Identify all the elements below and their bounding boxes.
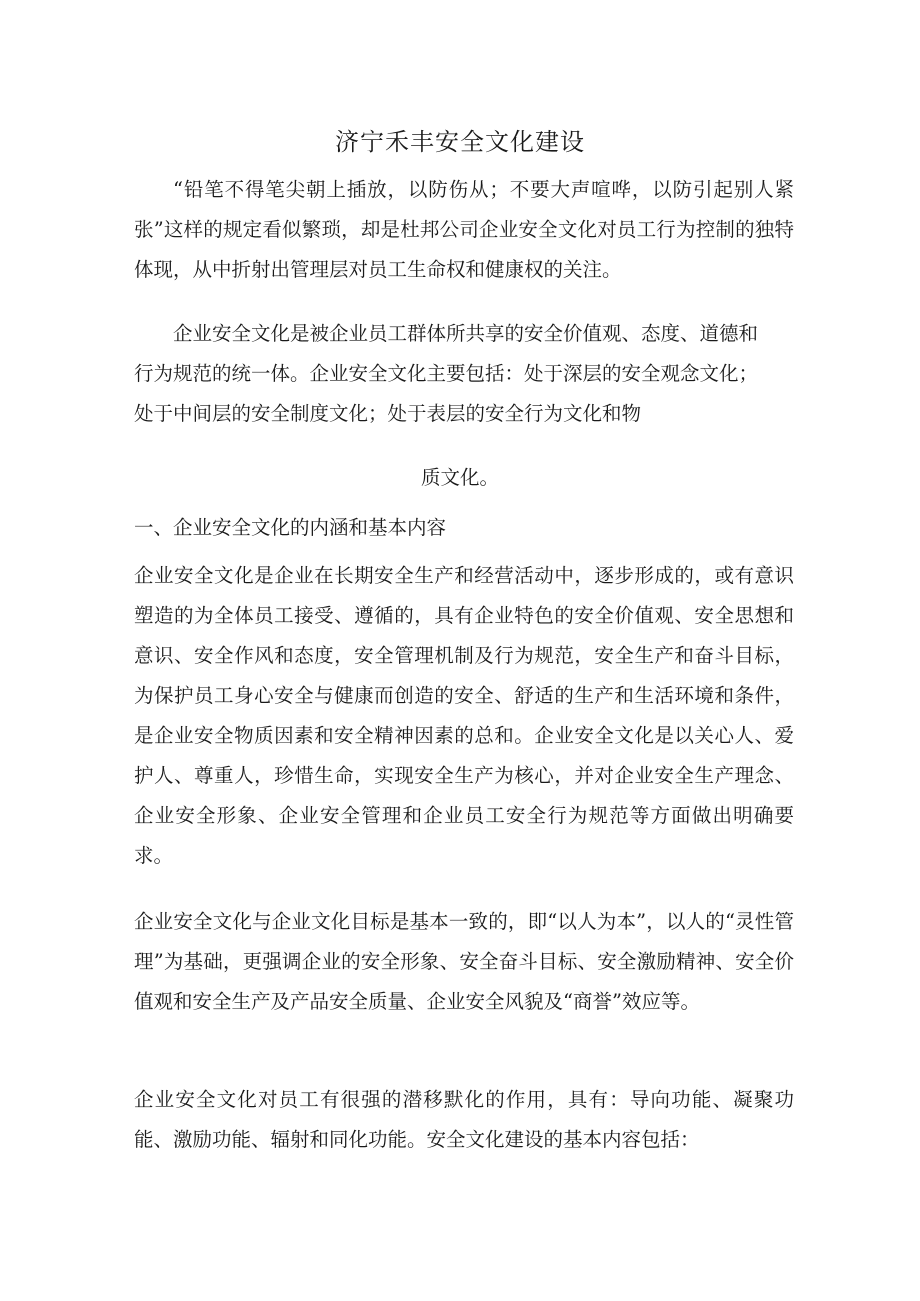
definition-tail: 质文化。 bbox=[420, 466, 499, 489]
section1-paragraph-2: 企业安全文化与企业文化目标是基本一致的，即“以人为本”，以人的“灵性管理”为基础，更强调企业的安全形象、安全奋斗目标、安全激励精神、安全价值观和安全生产及产品安全质量、企业安全风貌及“商誉”效应等。 bbox=[134, 910, 794, 1013]
section-heading: 一、企业安全文化的内涵和基本内容 bbox=[134, 516, 447, 539]
definition-line-1: 企业安全文化是被企业员工群体所共享的安全价值观、态度、道德和 bbox=[173, 322, 759, 345]
document-title: 济宁禾丰安全文化建设 bbox=[335, 128, 585, 156]
intro-paragraph: “铅笔不得笔尖朝上插放，以防伤从；不要大声喧哗，以防引起别人紧张”这样的规定看似繁琐，却是杜邦公司企业安全文化对员工行为控制的独特体现，从中折射出管理层对员工生命权和健康权的关注。 bbox=[134, 178, 794, 281]
definition-paragraph bbox=[134, 314, 794, 434]
definition-line-2: 行为规范的统一体。企业安全文化主要包括：处于深层的安全观念文化； bbox=[134, 362, 759, 385]
definition-line-3: 处于中间层的安全制度文化；处于表层的安全行为文化和物 bbox=[134, 402, 642, 425]
section1-paragraph-1: 企业安全文化是企业在长期安全生产和经营活动中，逐步形成的，或有意识塑造的为全体员工接受、遵循的，具有企业特色的安全价值观、安全思想和意识、安全作风和态度，安全管理机制及行为规范，安全生产和奋斗目标，为保护员工身心安全与健康而创造的安全、舒适的生产和生活环境和条件，是企业安全物质因素和安全精神因素的总和。企业安全文化是以关心人、爱护人、尊重人，珍惜生命，实现安全生产为核心，并对企业安全生产理念、企业安全形象、企业安全管理和企业员工安全行为规范等方面做出明确要求。 bbox=[134, 564, 794, 867]
section1-paragraph-3: 企业安全文化对员工有很强的潜移默化的作用，具有：导向功能、凝聚功能、激励功能、辐射和同化功能。安全文化建设的基本内容包括： bbox=[134, 1088, 794, 1151]
